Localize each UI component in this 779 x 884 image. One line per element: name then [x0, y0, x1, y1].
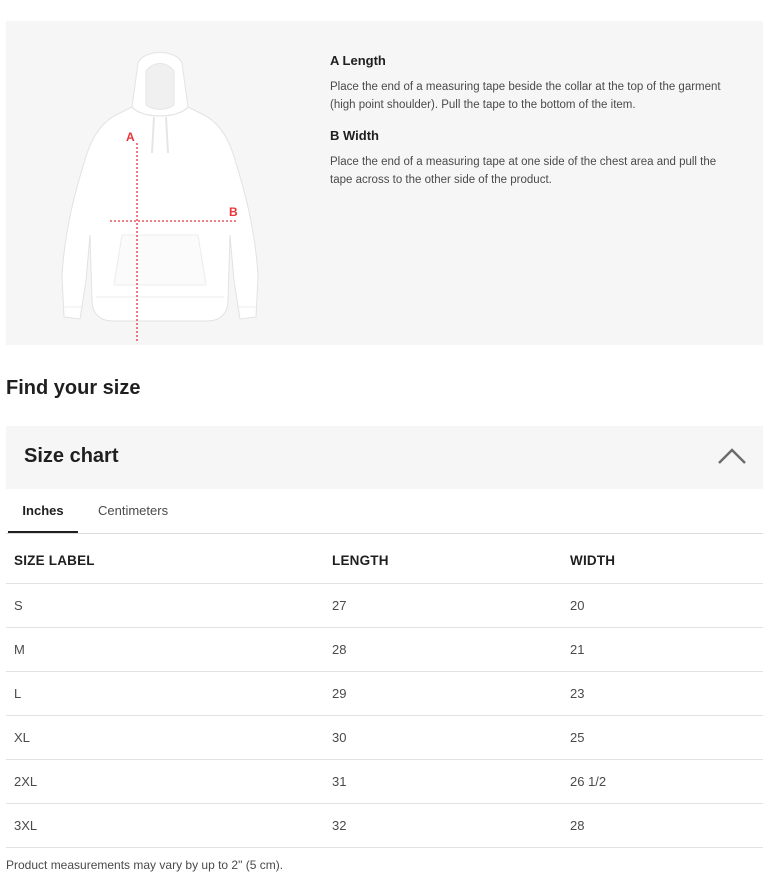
- unit-tabs: [6, 489, 763, 534]
- length-cell: 28: [332, 642, 347, 657]
- table-row: [6, 584, 763, 628]
- size-cell: XL: [14, 730, 30, 745]
- size-cell: S: [14, 598, 23, 613]
- size-cell: 3XL: [14, 818, 38, 833]
- header-width: WIDTH: [570, 553, 616, 568]
- table-row: [6, 804, 763, 848]
- size-cell: M: [14, 642, 25, 657]
- width-description: Place the end of a measuring tape at one side of the chest area and pull the tape across to the other side of the product.: [330, 156, 717, 186]
- width-cell: 21: [570, 642, 585, 657]
- find-your-size-heading: Find your size: [6, 377, 141, 399]
- table-row: [6, 628, 763, 672]
- width-cell: 25: [570, 730, 585, 745]
- size-table: [6, 533, 763, 848]
- width-cell: 20: [570, 598, 585, 613]
- size-cell: 2XL: [14, 774, 38, 789]
- label-b: B: [229, 205, 238, 219]
- width-cell: 28: [570, 818, 585, 833]
- length-cell: 31: [332, 774, 347, 789]
- chevron-up-icon[interactable]: [717, 446, 747, 471]
- length-cell: 30: [332, 730, 347, 745]
- width-cell: 23: [570, 686, 585, 701]
- width-cell: 26 1/2: [570, 774, 607, 789]
- tab-centimeters[interactable]: Centimeters: [98, 503, 169, 518]
- table-row: [6, 716, 763, 760]
- measure-guide-panel: [6, 21, 763, 345]
- measure-instructions: [330, 53, 740, 203]
- table-row: [6, 760, 763, 804]
- size-chart-accordion-toggle[interactable]: [6, 426, 763, 489]
- length-description: Place the end of a measuring tape beside the collar at the top of the garment (high point shoulder). Pull the tape to the bottom of the item.: [330, 81, 721, 111]
- size-cell: L: [14, 686, 22, 701]
- header-size-label: SIZE LABEL: [14, 553, 95, 568]
- table-row: [6, 672, 763, 716]
- length-cell: 29: [332, 686, 347, 701]
- size-chart-title: Size chart: [24, 445, 119, 467]
- table-header-row: [6, 533, 763, 584]
- length-title: A Length: [330, 53, 386, 68]
- length-cell: 32: [332, 818, 347, 833]
- measurement-note: Product measurements may vary by up to 2" (5 cm).: [6, 858, 284, 872]
- tab-inches[interactable]: Inches: [8, 489, 78, 533]
- length-cell: 27: [332, 598, 347, 613]
- header-length: LENGTH: [332, 553, 389, 568]
- width-title: B Width: [330, 128, 379, 143]
- label-a: A: [126, 130, 135, 144]
- hoodie-illustration: [60, 45, 280, 345]
- hoodie-image: [60, 45, 280, 345]
